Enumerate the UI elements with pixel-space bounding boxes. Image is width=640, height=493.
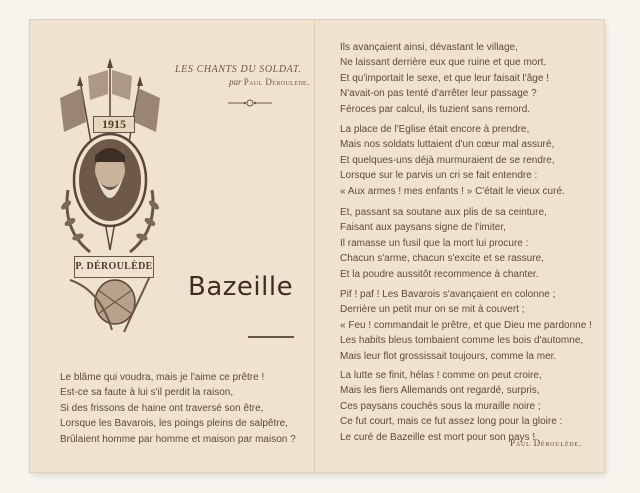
- verse-line: La place de l'Eglise était encore à prendre,: [340, 124, 530, 135]
- portrait-emblem: [40, 40, 170, 340]
- year-label: 1915: [93, 116, 135, 133]
- verse-line: Mais nos soldats luttaient d'un cœur mal assuré,: [340, 139, 555, 151]
- center-fold: [314, 20, 316, 472]
- verse-line: Est-ce sa faute à lui s'il perdit la raison,: [60, 387, 234, 399]
- author-name: Paul Déroulède.: [243, 77, 310, 87]
- author-prefix: par: [229, 77, 242, 87]
- verse-line: Le blâme qui voudra, mais je l'aime ce prêtre !: [60, 372, 265, 383]
- verse-line: « Feu ! commandait le prêtre, et que Dieu me pardonne !: [340, 319, 592, 331]
- verse-line: Et la poudre aussitôt recommence à chanter.: [340, 268, 539, 280]
- verse-line: Ils avançaient ainsi, dévastant le village,: [340, 42, 518, 53]
- verse-line: Le curé de Bazeille est mort pour son pays !: [340, 431, 536, 443]
- verse-line: Ce fut court, mais ce fut assez long pour la gloire :: [340, 416, 563, 428]
- verse-line: La lutte se finit, hélas ! comme on peut croire,: [340, 370, 542, 381]
- collection-title: LES CHANTS DU SOLDAT.: [175, 64, 302, 75]
- verse-line: N'avait-on pas tenté d'arrêter leur passage ?: [340, 88, 537, 100]
- stanza-5: [340, 287, 592, 364]
- verse-line: Lorsque sur le parvis un cri se fait entendre :: [340, 170, 538, 182]
- verse-line: Lorsque les Bavarois, les poings pleins de salpêtre,: [60, 418, 288, 430]
- verse-line: Derrière un petit mur on se mit à couvert ;: [340, 304, 525, 316]
- verse-line: Féroces par calcul, ils tuzient sans remord.: [340, 103, 531, 115]
- verse-line: « Aux armes ! mes enfants ! » C'était le vieux curé.: [340, 185, 565, 197]
- verse-line: Brûlaient homme par homme et maison par maison ?: [60, 433, 296, 445]
- verse-line: Il ramasse un fusil que la mort lui procure :: [340, 237, 529, 249]
- ornament-icon: [228, 97, 272, 109]
- verse-line: Ne laissant derrière eux que ruine et que mort.: [340, 57, 547, 69]
- author-line: [229, 77, 310, 87]
- stanza-4: [340, 205, 547, 282]
- stanza-3: [340, 122, 565, 199]
- verse-line: Mais leur flot grossissait toujours, comme la mer.: [340, 350, 557, 362]
- verse-line: Ces paysans couchés sous la muraille noire ;: [340, 400, 541, 412]
- name-plaque: P. DÉROULÈDE: [74, 256, 154, 278]
- verse-line: Et, passant sa soutane aux plis de sa ceinture,: [340, 207, 547, 218]
- stanza-2: [340, 40, 549, 117]
- title-rule: [248, 336, 294, 338]
- verse-line: Les habits bleus tombaient comme les bois d'automne,: [340, 335, 584, 347]
- verse-line: Faisant aux paysans signe de l'imiter,: [340, 222, 506, 234]
- poem-title: Bazeille: [188, 272, 294, 302]
- flags-and-wreath-illustration: [40, 40, 170, 340]
- verse-line: Mais les fiers Allemands ont regardé, surpris,: [340, 385, 540, 397]
- verse-line: Et quelques-uns déjà murmuraient de se rendre,: [340, 154, 555, 166]
- verse-line: Chacun s'arme, chacun s'excite et se rassure,: [340, 253, 544, 265]
- stanza-1: [60, 370, 296, 447]
- signature: Paul Déroulède.: [510, 438, 582, 448]
- verse-line: Et qu'importait le sexe, et que leur faisait l'âge !: [340, 72, 549, 84]
- stanza-6: [340, 368, 562, 445]
- verse-line: Si des frissons de haine ont traversé son être,: [60, 402, 264, 414]
- verse-line: Pif ! paf ! Les Bavarois s'avançaient en colonne ;: [340, 289, 556, 300]
